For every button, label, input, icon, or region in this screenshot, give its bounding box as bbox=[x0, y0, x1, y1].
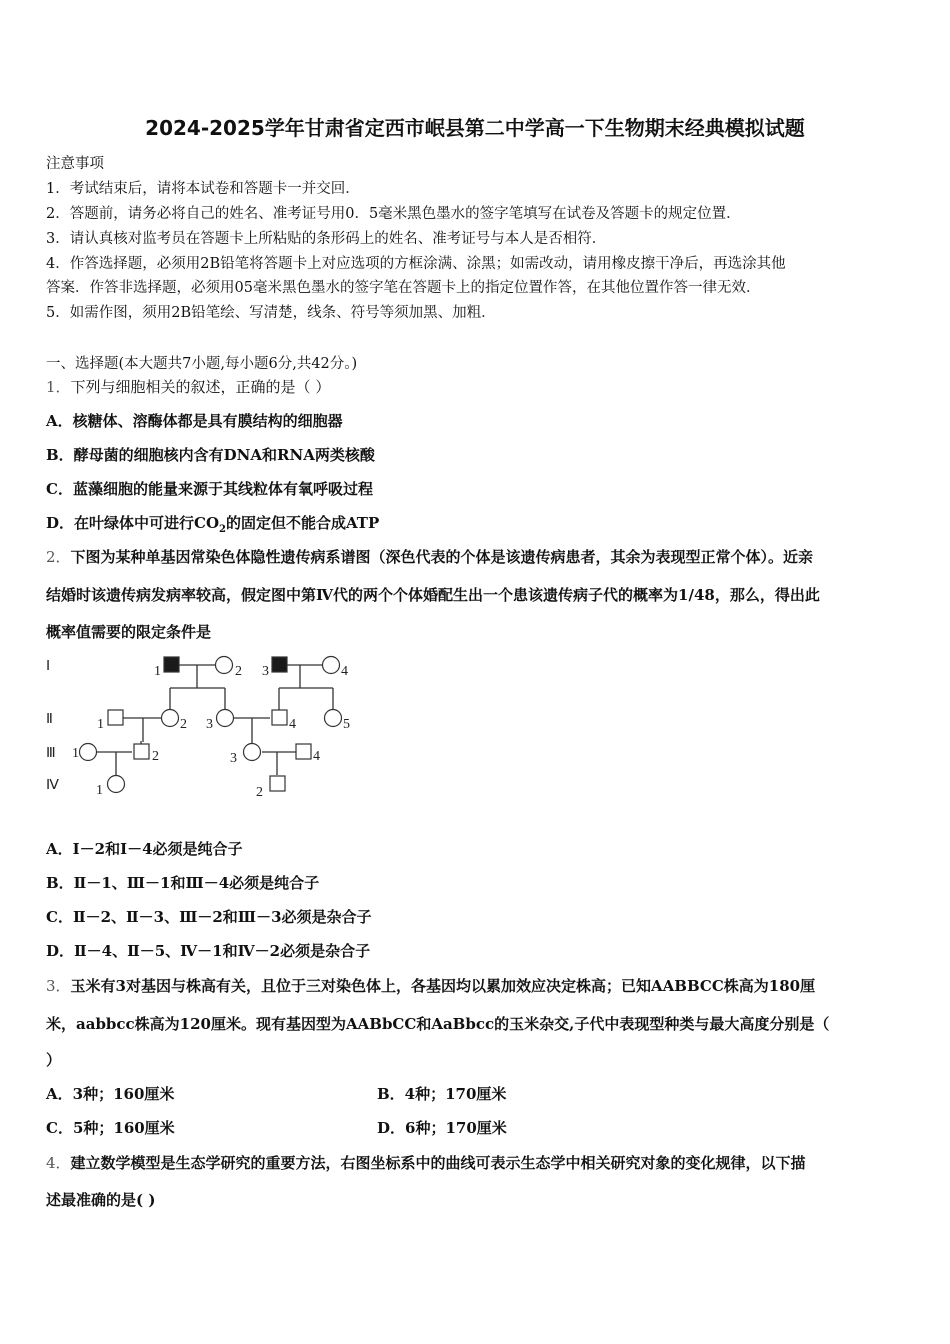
q1-option-c: C．蓝藻细胞的能量来源于其线粒体有氧呼吸过程 bbox=[46, 480, 373, 498]
section-heading: 一、选择题(本大题共7小题,每小题6分,共42分。) bbox=[46, 356, 358, 372]
notice-item: 3．请认真核对监考员在答题卡上所粘贴的条形码上的姓名、准考证号与本人是否相符． bbox=[46, 231, 607, 247]
subscript: 2 bbox=[219, 524, 226, 535]
q2-option-d: D．Ⅱ－4、Ⅱ－5、Ⅳ－1和Ⅳ－2必须是杂合子 bbox=[46, 942, 371, 960]
question-2-line: 结婚时该遗传病发病率较高，假定图中第Ⅳ代的两个个体婚配生出一个患该遗传病子代的概率为1/48，那么，得出此 bbox=[46, 586, 820, 604]
generation-label: Ⅳ bbox=[46, 778, 59, 793]
q3-option-a: A．3种；160厘米 bbox=[46, 1085, 175, 1103]
question-text: 建立数学模型是生态学研究的重要方法，右图坐标系中的曲线可表示生态学中相关研究对象的变化规律，以下描 bbox=[70, 1154, 806, 1172]
individual-number: 1 bbox=[72, 746, 79, 761]
individual-number: 3 bbox=[262, 664, 269, 679]
question-3-line: ） bbox=[46, 1051, 62, 1069]
question-text: 下图为某种单基因常染色体隐性遗传病系谱图（深色代表的个体是该遗传病患者，其余为表现型正常个体）。近亲 bbox=[70, 548, 814, 566]
individual-II-4-male bbox=[272, 710, 287, 725]
notice-heading: 注意事项 bbox=[46, 156, 104, 172]
q3-option-d: D．6种；170厘米 bbox=[377, 1119, 507, 1137]
generation-label: Ⅰ bbox=[46, 659, 51, 674]
individual-number: 4 bbox=[341, 664, 348, 679]
q2-option-a: A．Ⅰ－2和Ⅰ－4必须是纯合子 bbox=[46, 840, 243, 858]
individual-number: 2 bbox=[235, 664, 242, 679]
notice-item: 5．如需作图，须用2B铅笔绘、写清楚，线条、符号等须加黑、加粗． bbox=[46, 305, 496, 321]
pedigree-chart bbox=[40, 648, 370, 808]
individual-number: 1 bbox=[97, 717, 104, 732]
generation-label: Ⅱ bbox=[46, 712, 53, 727]
question-4-line: 述最准确的是( ) bbox=[46, 1191, 156, 1209]
individual-I-4-female bbox=[323, 657, 340, 674]
question-4-stem bbox=[46, 1152, 806, 1173]
individual-IV-1-female bbox=[108, 776, 125, 793]
individual-I-2-female bbox=[216, 657, 233, 674]
individual-number: 3 bbox=[230, 751, 237, 766]
individual-number: 2 bbox=[256, 785, 263, 800]
individual-I-1-affected-male bbox=[164, 657, 179, 672]
question-2-line: 概率值需要的限定条件是 bbox=[46, 623, 212, 641]
option-text: 的固定但不能合成ATP bbox=[225, 514, 380, 532]
individual-number: 4 bbox=[289, 717, 296, 732]
question-3-line: 米，aabbcc株高为120厘米。现有基因型为AABbCC和AaBbcc的玉米杂交,子代中表现型种类与最大高度分别是（ bbox=[46, 1015, 830, 1033]
individual-II-1-male bbox=[108, 710, 123, 725]
q1-option-d bbox=[46, 512, 379, 535]
q1-option-a: A．核糖体、溶酶体都是具有膜结构的细胞器 bbox=[46, 412, 343, 430]
individual-number: 4 bbox=[313, 749, 320, 764]
question-2-stem bbox=[46, 546, 813, 567]
q3-option-b: B．4种；170厘米 bbox=[377, 1085, 507, 1103]
notice-item: 2．答题前，请务必将自己的姓名、准考证号用0．5毫米黑色墨水的签字笔填写在试卷及答题卡的规定位置． bbox=[46, 206, 741, 222]
option-text: D．在叶绿体中可进行CO bbox=[46, 514, 220, 532]
question-1-stem bbox=[46, 376, 330, 397]
individual-III-3-female bbox=[244, 744, 261, 761]
individual-IV-2-male bbox=[270, 776, 285, 791]
q2-option-b: B．Ⅱ－1、Ⅲ－1和Ⅲ－4必须是纯合子 bbox=[46, 874, 320, 892]
generation-label: Ⅲ bbox=[46, 746, 56, 761]
question-number: 3． bbox=[46, 977, 71, 995]
individual-II-5-female bbox=[325, 710, 342, 727]
question-number: 1． bbox=[46, 378, 71, 396]
page-title: 2024-2025学年甘肃省定西市岷县第二中学高一下生物期末经典模拟试题 bbox=[145, 116, 805, 140]
individual-II-2-female bbox=[162, 710, 179, 727]
notice-item: 1．考试结束后，请将本试卷和答题卡一并交回． bbox=[46, 181, 360, 197]
notice-item: 4．作答选择题，必须用2B铅笔将答题卡上对应选项的方框涂满、涂黑；如需改动，请用橡皮擦干净后，再选涂其他 bbox=[46, 256, 786, 272]
question-text: 下列与细胞相关的叙述，正确的是（ ） bbox=[70, 378, 331, 396]
q3-option-c: C．5种；160厘米 bbox=[46, 1119, 175, 1137]
individual-III-2-male bbox=[134, 744, 149, 759]
question-3-stem bbox=[46, 975, 815, 996]
individual-number: 3 bbox=[206, 717, 213, 732]
q2-option-c: C．Ⅱ－2、Ⅱ－3、Ⅲ－2和Ⅲ－3必须是杂合子 bbox=[46, 908, 372, 926]
individual-number: 1 bbox=[96, 783, 103, 798]
question-text: 玉米有3对基因与株高有关，且位于三对染色体上，各基因均以累加效应决定株高；已知AABBCC株高为180厘 bbox=[70, 977, 816, 995]
individual-number: 1 bbox=[154, 664, 161, 679]
individual-number: 2 bbox=[180, 717, 187, 732]
individual-I-3-affected-male bbox=[272, 657, 287, 672]
notice-item: 答案．作答非选择题，必须用05毫米黑色墨水的签字笔在答题卡上的指定位置作答，在其他位置作答一律无效． bbox=[46, 280, 761, 296]
q1-option-b: B．酵母菌的细胞核内含有DNA和RNA两类核酸 bbox=[46, 446, 375, 464]
question-number: 2． bbox=[46, 548, 71, 566]
question-number: 4． bbox=[46, 1154, 71, 1172]
individual-number: 2 bbox=[152, 749, 159, 764]
individual-II-3-female bbox=[217, 710, 234, 727]
individual-III-4-male bbox=[296, 744, 311, 759]
individual-III-1-female bbox=[80, 744, 97, 761]
individual-number: 5 bbox=[343, 717, 350, 732]
